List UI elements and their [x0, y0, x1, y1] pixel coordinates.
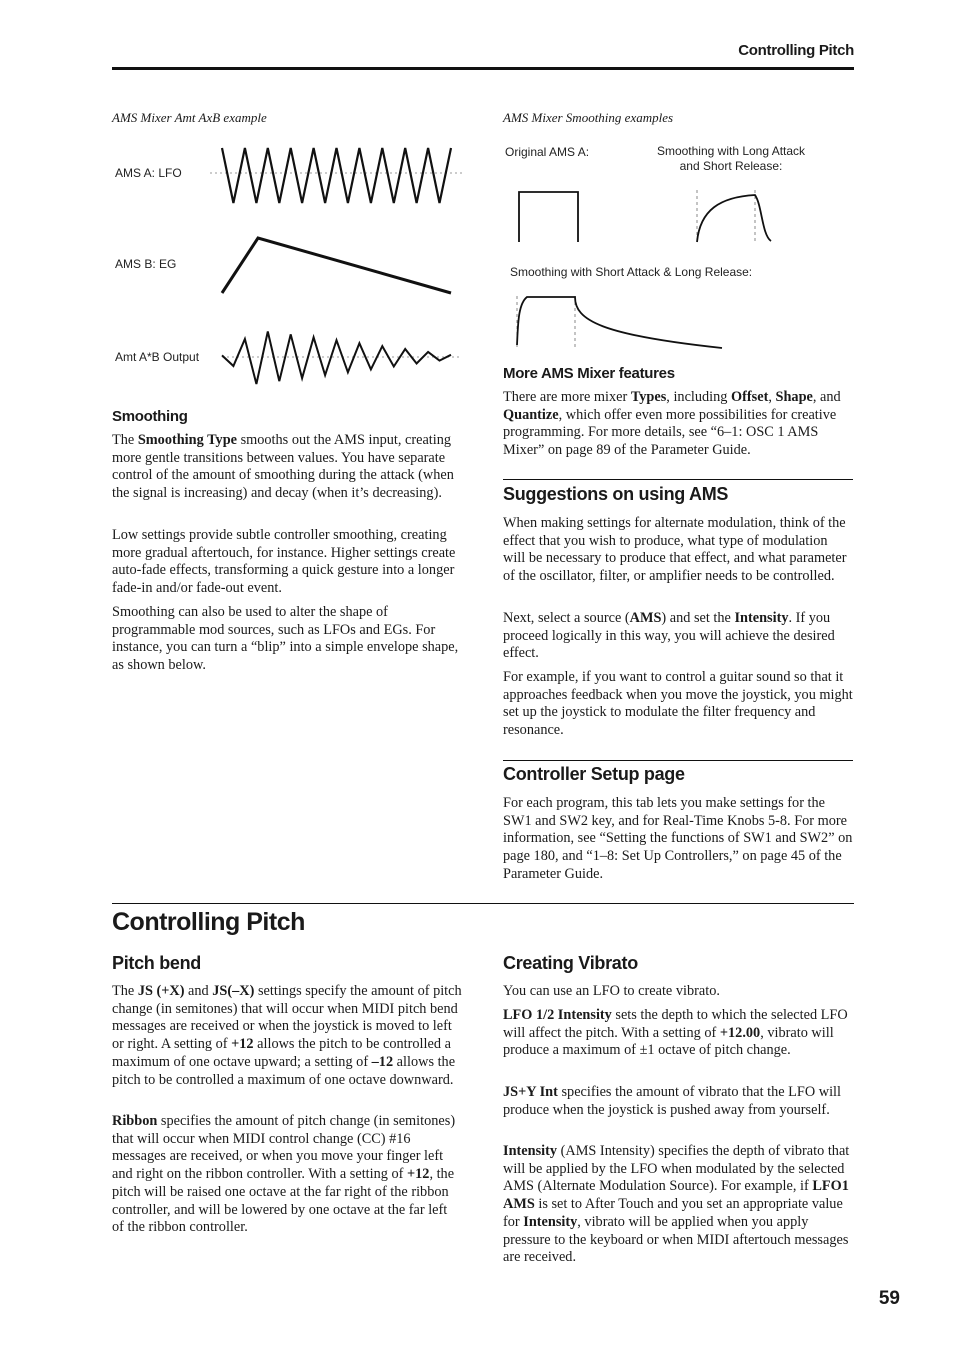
text-run: smooths out the AMS input, creating more gentle transitions between values. You have separate control of the amount of smoothing during the attack (when the signal is increasing) and decay (when it’s decreasing). [112, 432, 454, 502]
label-short-attack: Smoothing with Short Attack & Long Release: [510, 265, 753, 279]
heading-creating-vibrato: Creating Vibrato [503, 953, 638, 973]
para-vibrato-3 [503, 1084, 853, 1119]
bold-term: Intensity [503, 1143, 558, 1159]
para-suggestions-2 [503, 610, 853, 663]
para-controller-setup [503, 795, 853, 884]
heading-smoothing: Smoothing [112, 408, 188, 425]
text-run: , which offer even more possibilities for creative programming. For more details, see “6–1: OSC 1 AMS Mixer” on page 89 of the Parameter Guide. [503, 406, 837, 459]
original-pulse [519, 192, 578, 242]
text-run: is set to After Touch and you set an appropriate value for [503, 1196, 843, 1230]
text-run: The [112, 432, 138, 448]
para-suggestions-3 [503, 669, 853, 740]
text-run: , vibrato will produce a maximum of ±1 octave of pitch change. [503, 1024, 834, 1059]
text-run: sets the depth to which the selected LFO will affect the pitch. With a setting of [503, 1007, 848, 1041]
page-number: 59 [878, 1288, 900, 1309]
text-run: specifies the amount of vibrato that the LFO will produce when the joystick is pushed away from yourself. [503, 1084, 842, 1118]
heading-pitch-bend: Pitch bend [112, 953, 202, 973]
bold-term: +12.00 [719, 1024, 761, 1041]
bold-term: +12 [231, 1036, 254, 1053]
text-run: Next, select a source ( [503, 610, 630, 626]
bold-term: Offset [731, 389, 769, 405]
label-ams-a-lfo: AMS A: LFO [115, 166, 182, 180]
text-run: allows the pitch to be controlled a maximum of one octave upward; a setting of [112, 1036, 451, 1070]
text-run: , including [666, 389, 732, 405]
section-rule [112, 903, 854, 904]
para-pitch-bend-1 [112, 983, 462, 1089]
rule-suggestions [503, 479, 853, 480]
text-run: When making settings for alternate modulation, think of the effect that you wish to produce, what type of modulation will be necessary to produce that effect, and what parameter of the oscillator, filter, or amplifier needs to be controlled. [503, 515, 847, 585]
label-long-attack-line2: and Short Release: [679, 159, 783, 173]
text-run: , and [812, 389, 841, 405]
bold-term: JS (+X) [137, 983, 185, 999]
rule-controller-setup [503, 760, 853, 761]
para-suggestions-1 [503, 515, 853, 586]
label-ams-b-eg: AMS B: EG [115, 257, 177, 271]
bold-term: AMS [629, 610, 662, 626]
bold-term: JS+Y Int [503, 1084, 558, 1100]
running-header: Controlling Pitch [738, 42, 854, 59]
text-run: There are more mixer [503, 389, 631, 405]
para-smoothing-2 [112, 527, 462, 598]
text-run: You can use an LFO to create vibrato. [503, 983, 720, 999]
text-run: For each program, this tab lets you make settings for the SW1 and SW2 key, and for Real-Time Knobs 5-8. For more information, see “Setting the functions of SW1 and SW2” on page 180, and “1–8: Set Up Controllers,” on page 45 of the Parameter Guide. [503, 795, 853, 882]
label-amt-output: Amt A*B Output [115, 350, 200, 364]
para-smoothing-3 [112, 604, 462, 675]
bold-term: Quantize [503, 406, 559, 423]
text-run: , vibrato will be applied when you apply pressure to the keyboard or when MIDI aftertouch messages are received. [503, 1213, 849, 1266]
heading-more-features: More AMS Mixer features [503, 365, 675, 382]
label-original-ams: Original AMS A: [505, 145, 590, 159]
section-title: Controlling Pitch [112, 908, 305, 936]
text-run: Low settings provide subtle controller smoothing, creating more gradual aftertouch, for instance. Higher settings create auto-fade effects, transforming a quick gesture into a longer fade-in and/or fade-out event. [112, 527, 456, 597]
smoothing-diagram [0, 0, 954, 400]
figure-caption-axb: AMS Mixer Amt AxB example [112, 110, 267, 125]
bold-term: Smoothing Type [137, 432, 237, 448]
bold-term: Ribbon [112, 1113, 158, 1129]
text-run: , the pitch will be raised one octave at the far right of the ribbon controller, and will be lowered by one octave at the far left of the ribbon controller. [112, 1166, 455, 1236]
para-vibrato-4 [503, 1143, 853, 1267]
bold-term: LFO1 AMS [503, 1178, 849, 1213]
text-run: , [768, 389, 776, 405]
para-vibrato-1 [503, 983, 853, 1001]
long-attack-curve [697, 195, 771, 242]
figure-caption-smoothing: AMS Mixer Smoothing examples [503, 110, 674, 125]
text-run: ) and set the [661, 610, 735, 626]
bold-term: +12 [406, 1166, 430, 1183]
text-run: For example, if you want to control a guitar sound so that it approaches feedback when you move the joystick, you might set up the joystick to modulate the filter frequency and resonance. [503, 669, 853, 739]
text-run: . If you proceed logically in this way, you will achieve the desired effect. [503, 610, 835, 662]
para-pitch-bend-2 [112, 1113, 462, 1237]
text-run: specifies the amount of pitch change (in semitones) that will occur when MIDI control change (CC) #16 messages are received, or when you move your finger left and right on the ribbon controller. With a setting of [112, 1113, 456, 1183]
short-attack-curve [517, 297, 722, 348]
heading-suggestions: Suggestions on using AMS [503, 484, 729, 504]
bold-term: Types [630, 389, 667, 405]
text-run: The [112, 983, 138, 999]
para-smoothing-1 [112, 432, 462, 503]
text-run: allows the pitch to be controlled a maximum of one octave downward. [112, 1053, 456, 1088]
bold-term: Shape [775, 389, 813, 405]
bold-term: LFO 1/2 Intensity [503, 1007, 612, 1023]
heading-controller-setup: Controller Setup page [503, 764, 685, 784]
text-run: Smoothing can also be used to alter the shape of programmable mod sources, such as LFOs and EGs. For instance, you can turn a “blip” into a simple envelope shape, as shown below. [112, 604, 459, 674]
bold-term: Intensity [523, 1213, 578, 1230]
bold-term: JS(–X) [212, 983, 255, 999]
para-more-features [503, 389, 853, 460]
text-run: and [184, 983, 213, 999]
bold-term: –12 [371, 1053, 394, 1070]
bold-term: Intensity [734, 610, 789, 626]
label-long-attack-line1: Smoothing with Long Attack [656, 144, 806, 158]
text-run: (AMS Intensity) specifies the depth of vibrato that will be applied by the LFO when modulated by the selected AMS (Alternate Modulation Source). For example, if [503, 1143, 850, 1195]
text-run: settings specify the amount of pitch change (in semitones) that will occur when MIDI pitch bend messages are received or when the joystick is moved to left or right. A setting of [112, 983, 462, 1053]
para-vibrato-2 [503, 1007, 853, 1060]
